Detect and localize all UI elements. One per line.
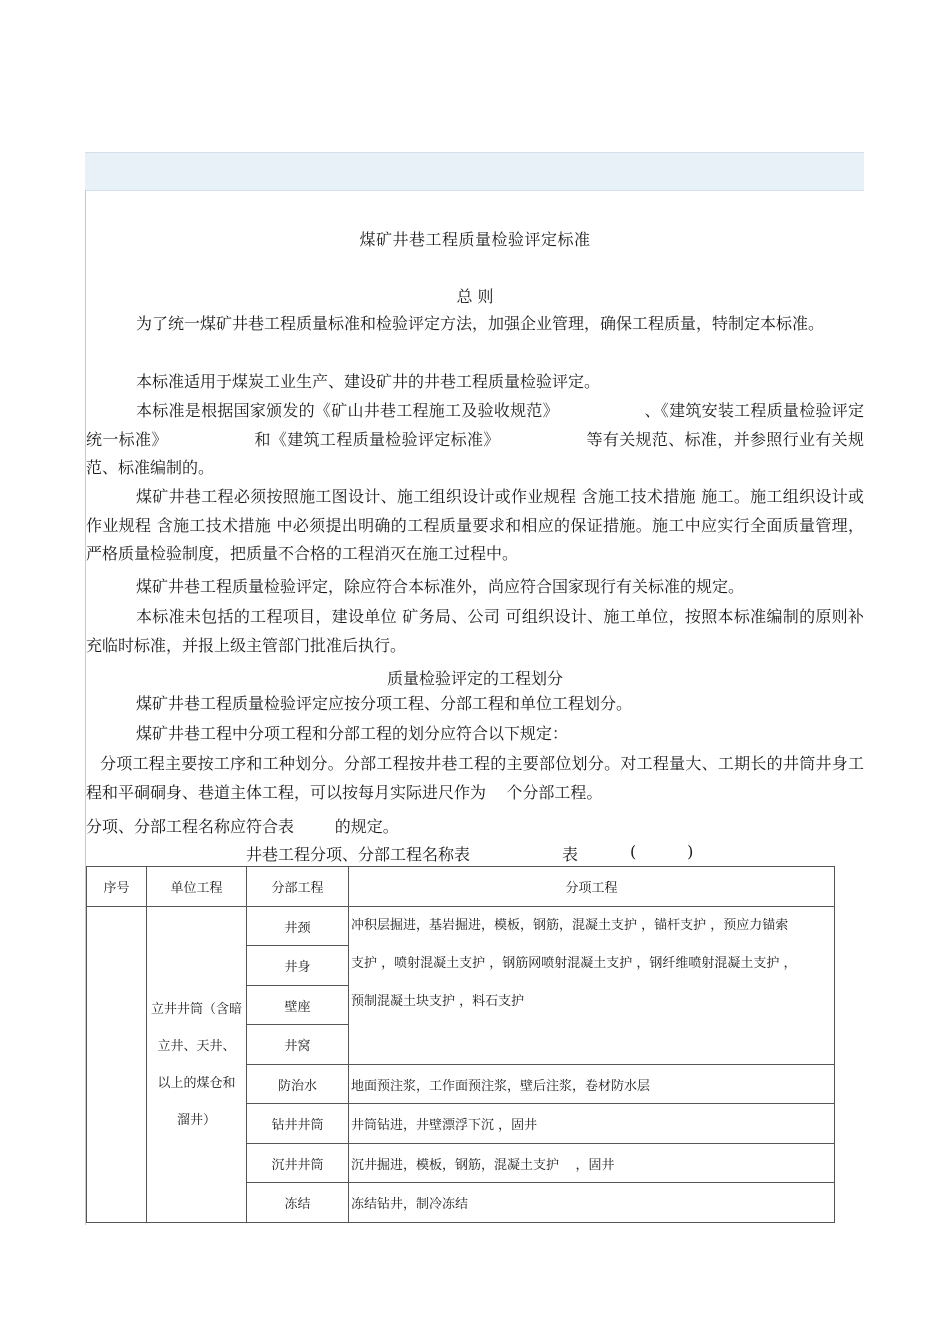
part-cell: 防治水 bbox=[247, 1065, 349, 1104]
section-heading-division: 质量检验评定的工程划分 bbox=[386, 669, 563, 688]
section-heading-general: 总 则 bbox=[456, 287, 494, 306]
items-cell: 井筒钻进，井壁漂浮下沉 ，固井 bbox=[349, 1104, 835, 1144]
table-row bbox=[87, 907, 835, 946]
unit-line: 立井井筒（含暗 bbox=[150, 1001, 242, 1017]
items-line: 预制混凝土块支护 ，料石支护 bbox=[351, 994, 525, 1009]
items-line: 冲积层掘进，基岩掘进，模板，钢筋，混凝土支护 ，锚杆支护 ，预应力锚索 bbox=[351, 918, 789, 933]
table-header-row bbox=[87, 867, 835, 907]
document-title: 煤矿井巷工程质量检验评定标准 bbox=[359, 230, 591, 249]
header-part: 分部工程 bbox=[247, 867, 349, 907]
items-cell: 地面预注浆，工作面预注浆，壁后注浆，卷材防水层 bbox=[349, 1065, 835, 1104]
paragraph-7: 煤矿井巷工程质量检验评定应按分项工程、分部工程和单位工程划分。 bbox=[136, 694, 633, 713]
paragraph-10: 分项、分部工程名称应符合表 的规定。 bbox=[86, 817, 399, 836]
unit-line: 以上的煤仓和 bbox=[157, 1075, 236, 1091]
paragraph-2: 本标准适用于煤炭工业生产、建设矿井的井巷工程质量检验评定。 bbox=[136, 372, 601, 391]
paragraph-5: 煤矿井巷工程质量检验评定，除应符合本标准外，尚应符合国家现行有关标准的规定。 bbox=[136, 577, 745, 596]
division-table bbox=[86, 866, 835, 1223]
items-line: 支护 ，喷射混凝土支护 ，钢筋网喷射混凝土支护 ，钢纤维喷射混凝土支护 ， bbox=[351, 956, 797, 971]
items-cell: 冻结钻井，制冷冻结 bbox=[349, 1183, 835, 1223]
table-caption-number: ( ) bbox=[630, 842, 694, 861]
unit-line: 溜井） bbox=[176, 1112, 216, 1128]
paragraph-8: 煤矿井巷工程中分项工程和分部工程的划分应符合以下规定： bbox=[136, 724, 569, 743]
unit-cell bbox=[147, 907, 247, 1223]
top-banner bbox=[85, 152, 864, 191]
paragraph-6: 本标准未包括的工程项目，建设单位 矿务局、公司 可组织设计、施工单位，按照本标准编制的原则补充临时标准，并报上级主管部门批准后执行。 bbox=[86, 607, 864, 655]
items-cell bbox=[349, 907, 835, 1065]
part-cell: 钻井井筒 bbox=[247, 1104, 349, 1144]
paragraph-4: 煤矿井巷工程必须按照施工图设计、施工组织设计或作业规程 含施工技术措施 施工。施工组织设计或作业规程 含施工技术措施 中必须提出明确的工程质量要求和相应的保证措施。施工中应实行全面质量管理，严格质量检验制度，把质量不合格的工程消灭在施工过程中。 bbox=[86, 487, 864, 563]
table-caption-title: 井巷工程分项、分部工程名称表 bbox=[246, 845, 471, 864]
index-cell bbox=[87, 907, 147, 1223]
paragraph-3: 本标准是根据国家颁发的《矿山井巷工程施工及验收规范》 、《建筑安装工程质量检验评定统一标准》 和《建筑工程质量检验评定标准》 等有关规范、标准，并参照行业有关规范、标准编制的。 bbox=[86, 401, 864, 477]
part-cell: 壁座 bbox=[247, 986, 349, 1025]
part-cell: 冻结 bbox=[247, 1183, 349, 1223]
header-index: 序号 bbox=[87, 867, 147, 907]
items-cell: 沉井掘进，模板，钢筋，混凝土支护 ，固井 bbox=[349, 1144, 835, 1183]
table-caption-label: 表 bbox=[562, 845, 579, 864]
header-unit: 单位工程 bbox=[147, 867, 247, 907]
part-cell: 沉井井筒 bbox=[247, 1144, 349, 1183]
part-cell: 井颈 bbox=[247, 907, 349, 946]
paragraph-1: 为了统一煤矿井巷工程质量标准和检验评定方法，加强企业管理，确保工程质量，特制定本标准。 bbox=[136, 314, 825, 333]
part-cell: 井窝 bbox=[247, 1025, 349, 1065]
part-cell: 井身 bbox=[247, 946, 349, 986]
header-item: 分项工程 bbox=[349, 867, 835, 907]
paragraph-9: 分项工程主要按工序和工种划分。分部工程按井巷工程的主要部位划分。对工程量大、工期长的井筒井身工程和平硐硐身、巷道主体工程，可以按每月实际进尺作为 个分部工程。 bbox=[86, 754, 864, 802]
unit-line: 立井、天井、 bbox=[157, 1038, 236, 1054]
